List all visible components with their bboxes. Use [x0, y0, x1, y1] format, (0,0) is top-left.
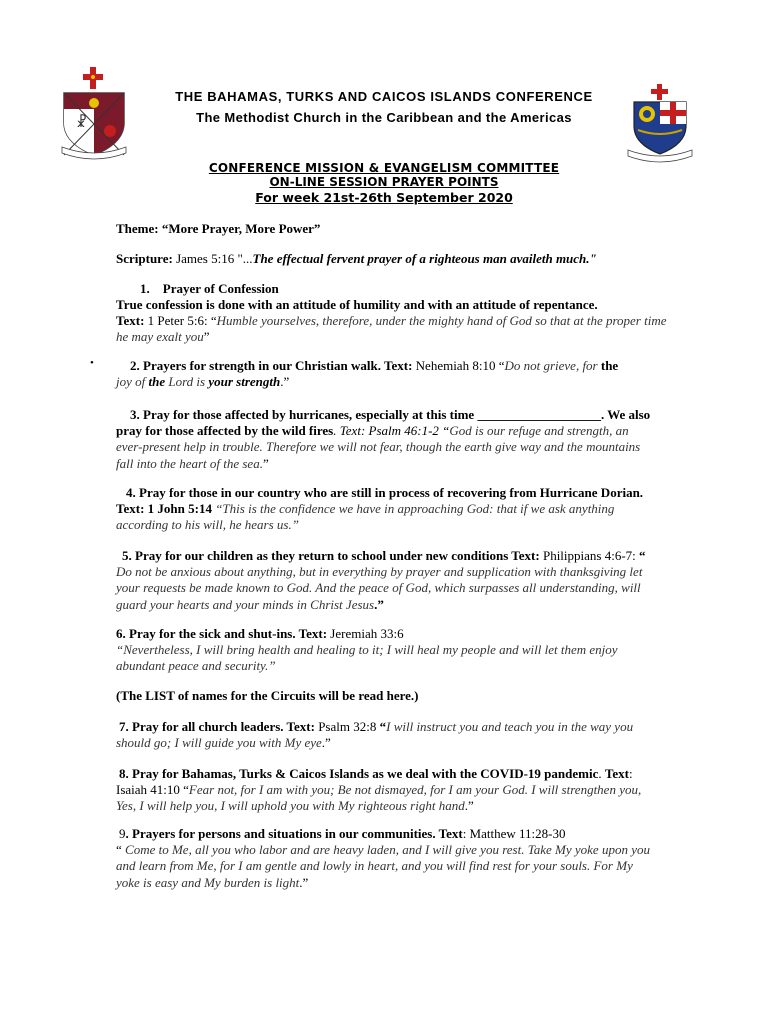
- theme-line: [116, 221, 656, 237]
- circuits-list-note-text: (The LIST of names for the Circuits will be read here.): [116, 688, 419, 703]
- item2-quote-b: joy of: [116, 374, 146, 390]
- item9-quote: Come to Me, all you who labor and are heavy laden, and I will give you rest. Take My yoke upon you and learn from Me, for I am gentle and lowly in heart, and you will find rest for your souls. For My yoke is easy and My burden is light: [116, 842, 650, 890]
- item8-ref: : Isaiah 41:10 “: [116, 766, 633, 798]
- item9-num: 9: [119, 826, 126, 841]
- item2-quote-c: Lord is: [168, 374, 206, 390]
- item1-body: [116, 297, 676, 346]
- item9-ref: : Matthew 11:28-30: [462, 826, 566, 841]
- item7-close: .”: [321, 735, 331, 751]
- item7-quote: I will instruct you and teach you in the way you should go; I will guide you with My eye: [116, 719, 634, 751]
- item1-ref: 1 Peter 5:6: “: [147, 313, 217, 329]
- item8-heading: 8. Pray for Bahamas, Turks & Caicos Islands as we deal with the COVID-19 pandemic: [119, 766, 599, 781]
- item2-the2: the: [148, 374, 166, 390]
- item3-quote: God is our refuge and strength, an ever-present help in trouble. Therefore we will not fear, though the earth give way and the mountains fall into the heart of the sea.: [116, 423, 641, 471]
- svg-text:☧: ☧: [76, 115, 87, 131]
- item4-heading: 4. Pray for those in our country who are still in process of recovering from Hurricane Dorian. Text: 1 John 5:14: [116, 485, 644, 517]
- committee-title: CONFERENCE MISSION & EVANGELISM COMMITTEE: [208, 161, 560, 175]
- item6: [116, 626, 656, 675]
- item2-bold-end: your strength: [208, 374, 281, 390]
- item1-heading: [140, 281, 680, 297]
- session-title: ON-LINE SESSION PRAYER POINTS: [269, 175, 499, 189]
- item2: [116, 358, 636, 390]
- item7: [116, 719, 656, 751]
- item5-open: “: [639, 548, 646, 563]
- item7-heading: 7. Pray for all church leaders. Text:: [119, 719, 315, 734]
- item6-quote: “Nevertheless, I will bring health and healing to it; I will heal my people and will let them enjoy abundant peace and security.”: [116, 642, 618, 674]
- item1-close: ”: [203, 329, 210, 345]
- item8-dot: .: [598, 766, 602, 781]
- item8-close: .”: [464, 798, 474, 814]
- item7-open: “: [379, 719, 387, 734]
- theme-text: “More Prayer, More Power”: [161, 221, 321, 236]
- church-subtitle: The Methodist Church in the Caribbean and the Americas: [196, 110, 572, 125]
- item1-text-label: Text:: [116, 313, 145, 329]
- item3-ref: . Text: Psalm 46:1-2 “: [333, 423, 450, 439]
- item2-heading: 2. Prayers for strength in our Christian walk. Text:: [130, 358, 413, 373]
- item2-quote-a: Do not grieve, for: [504, 358, 598, 373]
- scripture-label: Scripture:: [116, 251, 173, 266]
- theme-label: Theme:: [116, 221, 159, 236]
- item3-heading: 3. Pray for those affected by hurricanes, especially at this time ___________________. We also pray for those affected by the wild fires: [116, 407, 651, 439]
- bullet-marker: •: [90, 357, 94, 369]
- item7-ref: Psalm 32:8: [318, 719, 377, 734]
- item6-ref: Jeremiah 33:6: [330, 626, 404, 641]
- item8-quote: Fear not, for I am with you; Be not dismayed, for I am your God. I will strengthen you, Yes, I will help you, I will uphold you with My righteous right hand: [116, 782, 642, 814]
- item8: [116, 766, 656, 815]
- item5: [116, 548, 656, 613]
- item5-close: .”: [374, 596, 384, 612]
- circuits-list-note: [116, 688, 656, 704]
- cross-icon: [83, 67, 103, 89]
- scripture-quote: The effectual fervent prayer of a righteous man availeth much.": [252, 251, 597, 266]
- item5-quote: Do not be anxious about anything, but in everything by prayer and supplication with thanksgiving let your requests be made known to God. And the peace of God, which surpasses all understanding, will guard your hearts and your minds in Christ Jesus: [116, 564, 643, 612]
- item2-the1: the: [600, 358, 619, 373]
- item6-heading: 6. Pray for the sick and shut-ins. Text:: [116, 626, 328, 641]
- item9: [116, 826, 656, 891]
- item5-heading: 5. Pray for our children as they return to school under new conditions Text:: [122, 548, 540, 563]
- item2-ref: Nehemiah 8:10 “: [415, 358, 505, 373]
- item1-quote: Humble yourselves, therefore, under the mighty hand of God so that at the proper time he may exalt you: [116, 313, 667, 345]
- scripture-ref: James 5:16 "...: [176, 251, 253, 266]
- item9-open: “: [116, 842, 122, 858]
- item1-line: True confession is done with an attitude of humility and with an attitude of repentance.: [116, 297, 598, 312]
- item3-close: ”: [262, 455, 269, 471]
- item9-close: .”: [299, 874, 309, 890]
- week-title: For week 21st-26th September 2020: [255, 190, 513, 205]
- item1-heading-text: 1. Prayer of Confession: [140, 281, 279, 296]
- item2-close: .”: [280, 374, 290, 390]
- scripture-line: [116, 251, 676, 267]
- item3: [116, 407, 656, 472]
- item4-quote: “This is the confidence we have in approaching God: that if we ask anything according to his will, he hears us.”: [116, 501, 615, 533]
- item9-heading: . Prayers for persons and situations in our communities. Text: [125, 826, 463, 841]
- conference-title: THE BAHAMAS, TURKS AND CAICOS ISLANDS CONFERENCE: [175, 89, 593, 104]
- item4: [116, 485, 656, 534]
- item8-text-label: Text: [604, 766, 629, 781]
- item5-ref: Philippians 4:6-7:: [542, 548, 636, 563]
